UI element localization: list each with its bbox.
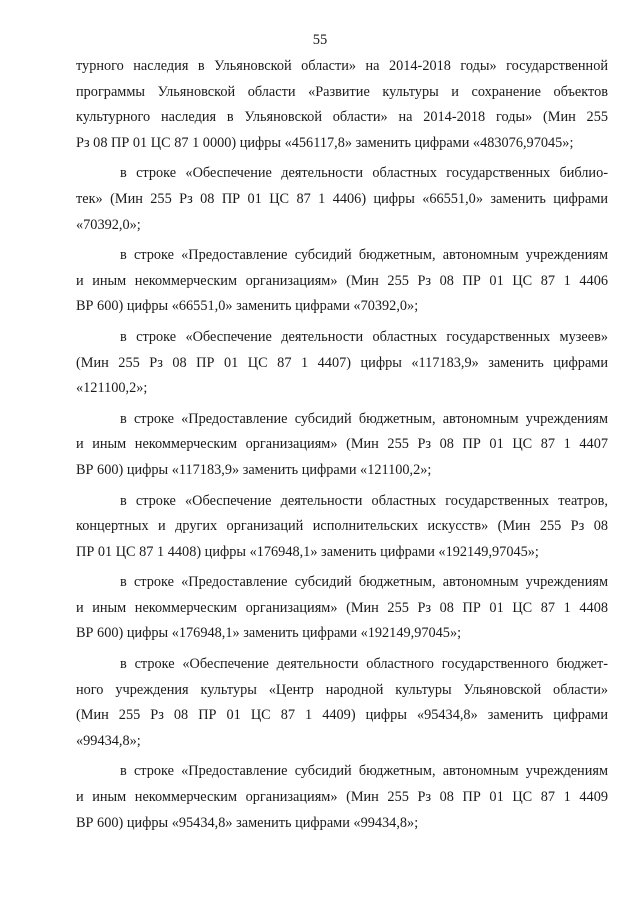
text-line: ВР 600) цифры «95434,8» заменить цифрами «99434,8»;	[76, 814, 419, 831]
text-line: концертных и других организаций исполнительских искусств» (Мин 255 Рз 08	[76, 518, 608, 535]
text-line: ного учреждения культуры «Центр народной культуры Ульяновской области»	[76, 681, 608, 698]
text-line: в строке «Обеспечение деятельности областных государственных театров,	[120, 492, 608, 509]
paragraph	[76, 407, 608, 484]
text-line: «70392,0»;	[76, 216, 141, 233]
text-line: ВР 600) цифры «117183,9» заменить цифрами «121100,2»;	[76, 461, 432, 478]
text-line: (Мин 255 Рз 08 ПР 01 ЦС 87 1 4409) цифры «95434,8» заменить цифрами	[76, 707, 608, 724]
page-number: 55	[312, 32, 328, 48]
text-line: в строке «Предоставление субсидий бюджетным, автономным учреждениям	[120, 247, 608, 264]
text-line: и иным некоммерческим организациям» (Мин 255 Рз 08 ПР 01 ЦС 87 1 4406	[76, 272, 608, 289]
text-line: (Мин 255 Рз 08 ПР 01 ЦС 87 1 4407) цифры «117183,9» заменить цифрами	[76, 354, 608, 371]
paragraph	[76, 759, 608, 836]
text-line: тек» (Мин 255 Рз 08 ПР 01 ЦС 87 1 4406) цифры «66551,0» заменить цифрами	[76, 190, 608, 207]
text-line: ВР 600) цифры «176948,1» заменить цифрами «192149,97045»;	[76, 625, 462, 642]
text-line: и иным некоммерческим организациям» (Мин 255 Рз 08 ПР 01 ЦС 87 1 4409	[76, 789, 608, 806]
paragraph	[76, 325, 608, 402]
text-line: программы Ульяновской области «Развитие культуры и сохранение объектов	[76, 83, 608, 100]
text-line: и иным некоммерческим организациям» (Мин 255 Рз 08 ПР 01 ЦС 87 1 4408	[76, 599, 608, 616]
paragraph	[76, 489, 608, 566]
paragraph	[76, 570, 608, 647]
paragraph	[76, 243, 608, 320]
text-line: в строке «Предоставление субсидий бюджетным, автономным учреждениям	[120, 410, 608, 427]
text-line: в строке «Обеспечение деятельности областных государственных музеев»	[120, 328, 608, 345]
text-line: турного наследия в Ульяновской области» на 2014-2018 годы» государственной	[76, 58, 608, 74]
text-line: культурного наследия в Ульяновской области» на 2014-2018 годы» (Мин 255	[76, 109, 608, 126]
text-line: в строке «Предоставление субсидий бюджетным, автономным учреждениям	[120, 574, 608, 591]
text-line: «99434,8»;	[76, 732, 141, 749]
text-line: «121100,2»;	[76, 380, 148, 397]
text-line: и иным некоммерческим организациям» (Мин 255 Рз 08 ПР 01 ЦС 87 1 4407	[76, 436, 608, 453]
paragraph	[76, 161, 608, 238]
text-line: ВР 600) цифры «66551,0» заменить цифрами «70392,0»;	[76, 298, 419, 315]
text-line: в строке «Предоставление субсидий бюджетным, автономным учреждениям	[120, 763, 608, 780]
text-line: в строке «Обеспечение деятельности областных государственных библио-	[120, 165, 608, 182]
paragraph	[76, 652, 608, 754]
paragraph	[76, 54, 608, 156]
text-line: в строке «Обеспечение деятельности областного государственного бюджет-	[120, 656, 608, 673]
text-line: ПР 01 ЦС 87 1 4408) цифры «176948,1» заменить цифрами «192149,97045»;	[76, 543, 539, 560]
text-line: Рз 08 ПР 01 ЦС 87 1 0000) цифры «456117,8» заменить цифрами «483076,97045»;	[76, 134, 574, 151]
document-body	[76, 54, 608, 836]
